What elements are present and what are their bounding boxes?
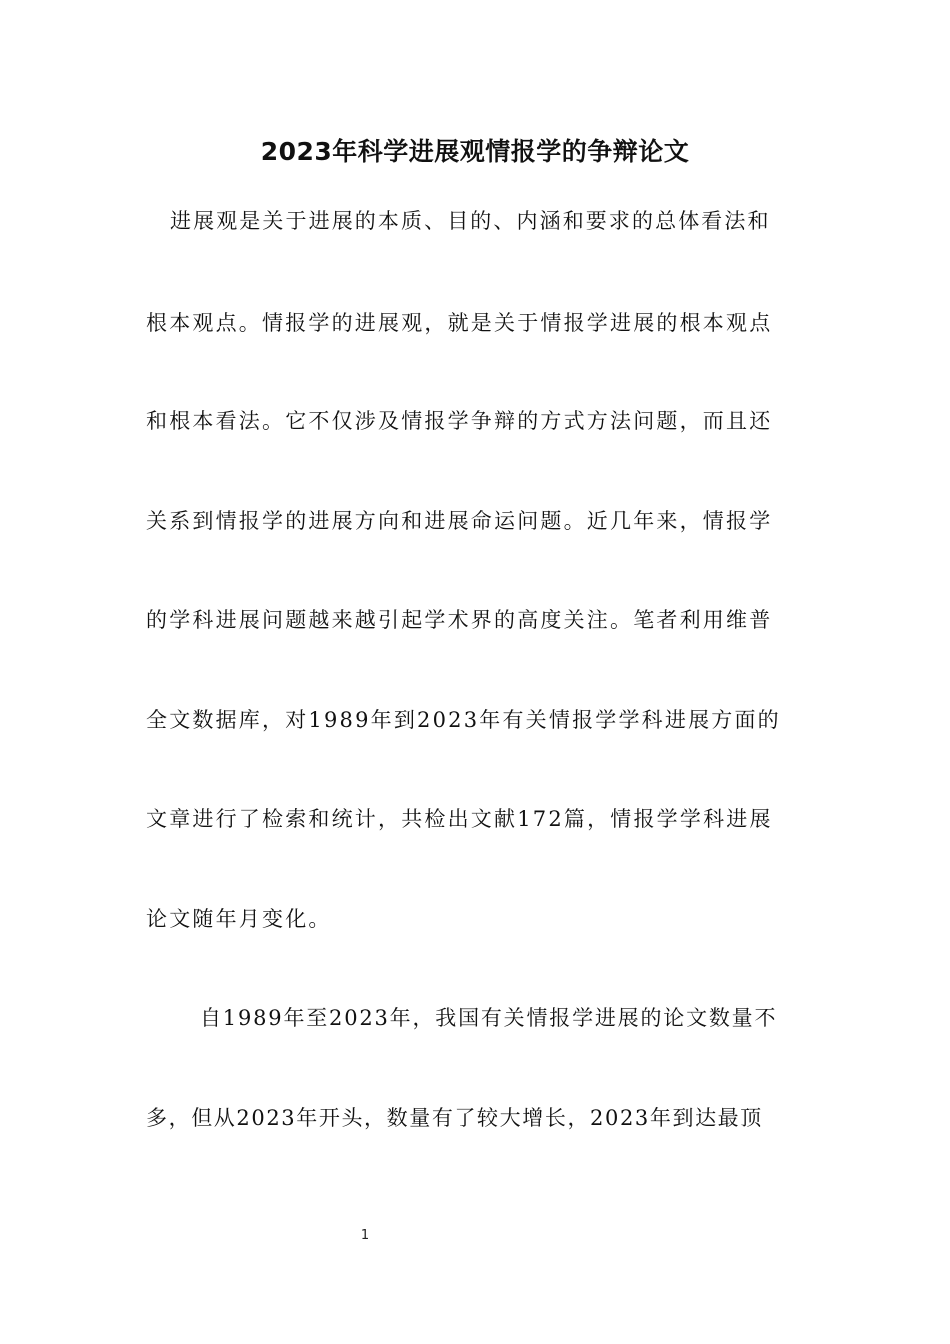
paragraph-line: 根本观点。情报学的进展观，就是关于情报学进展的根本观点 — [146, 311, 773, 335]
document-title: 2023年科学进展观情报学的争辩论文 — [260, 137, 690, 166]
paragraph-line: 进展观是关于进展的本质、目的、内涵和要求的总体看法和 — [170, 209, 771, 233]
paragraph-line: 全文数据库，对1989年到2023年有关情报学学科进展方面的 — [146, 708, 781, 732]
page-number: 1 — [360, 1228, 370, 1243]
paragraph-line: 论文随年月变化。 — [146, 907, 332, 931]
paragraph-line: 多，但从2023年开头，数量有了较大增长，2023年到达最顶 — [146, 1106, 763, 1130]
paragraph-line: 的学科进展问题越来越引起学术界的高度关注。笔者利用维普 — [146, 608, 773, 632]
paragraph-line: 和根本看法。它不仅涉及情报学争辩的方式方法问题，而且还 — [146, 409, 773, 433]
paragraph-line: 文章进行了检索和统计，共检出文献172篇，情报学学科进展 — [146, 807, 773, 831]
paragraph-line: 关系到情报学的进展方向和进展命运问题。近几年来，情报学 — [146, 509, 773, 533]
paragraph-line: 自1989年至2023年，我国有关情报学进展的论文数量不 — [200, 1006, 778, 1030]
